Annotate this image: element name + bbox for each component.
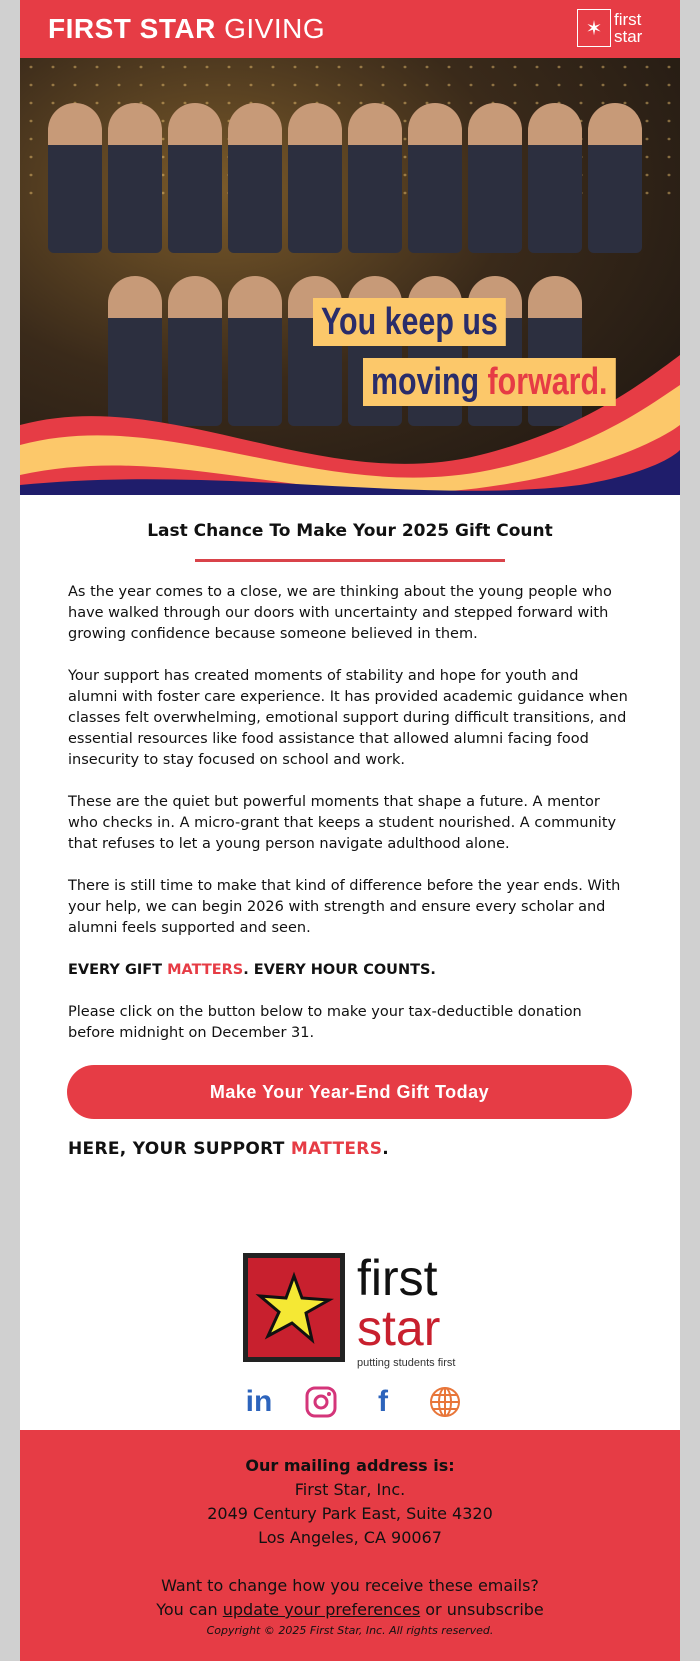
facebook-icon[interactable]: f	[378, 1385, 388, 1418]
city-address: Los Angeles, CA 90067	[258, 1528, 442, 1547]
logo-first: first	[357, 1250, 438, 1306]
update-preferences-link[interactable]: update your preferences	[222, 1600, 421, 1619]
header-banner	[20, 0, 680, 58]
email-title: Last Chance To Make Your 2025 Gift Count	[147, 521, 553, 541]
change-prompt: Want to change how you receive these emails?	[161, 1576, 539, 1595]
header-logo	[577, 9, 654, 47]
instruction: Please click on the button below to make your tax-deductible donation before midnight on December 31.	[68, 1004, 582, 1041]
brand-light: GIVING	[224, 13, 326, 44]
hero-tagline-1: You keep us	[313, 298, 506, 346]
street-address: 2049 Century Park East, Suite 4320	[207, 1504, 493, 1523]
preferences-line: You can update your preferences or unsubscribe	[156, 1600, 544, 1619]
paragraph: There is still time to make that kind of difference before the year ends. With your help, we can begin 2026 with strength and ensure every scholar and alumni feels supported and seen.	[68, 878, 621, 936]
hero-image	[20, 58, 680, 495]
linkedin-icon[interactable]: in	[245, 1385, 273, 1418]
globe-icon[interactable]	[428, 1385, 462, 1419]
org-name: First Star, Inc.	[294, 1480, 406, 1499]
hero-tagline-2: moving forward.	[363, 358, 615, 406]
logo-tagline: putting students first	[357, 1357, 456, 1369]
star-icon	[243, 1253, 345, 1362]
paragraph: Your support has created moments of stability and hope for youth and alumni with foster care experience. It has provided academic guidance when classes felt overwhelming, emotional support during difficult transitions, and essential resources like food assistance that allowed alumni facing food insecurity to stay focused on school and work.	[68, 668, 628, 768]
mailing-heading: Our mailing address is:	[245, 1456, 455, 1475]
brand-bold: FIRST STAR	[48, 13, 216, 44]
paragraph: As the year comes to a close, we are thinking about the young people who have walked through our doors with uncertainty and stepped forward with growing confidence because someone believed in them.	[68, 584, 612, 642]
star-icon: ✶	[577, 9, 611, 47]
paragraph: These are the quiet but powerful moments that shape a future. A mentor who checks in. A micro-grant that keeps a student nourished. A community that refuses to let a young person navigate adulthood alone.	[68, 794, 617, 852]
first-star-logo	[243, 1250, 456, 1370]
header-logo-text: first star	[614, 10, 643, 46]
brand-title	[48, 13, 325, 45]
donate-button[interactable]: Make Your Year-End Gift Today	[67, 1065, 632, 1119]
instagram-icon[interactable]	[304, 1385, 338, 1419]
email-body	[20, 0, 680, 1661]
logo-star: star	[357, 1300, 441, 1356]
copyright: Copyright © 2025 First Star, Inc. All rights reserved.	[206, 1624, 494, 1637]
footer	[20, 1430, 680, 1661]
social-links	[242, 1385, 462, 1419]
divider	[195, 559, 505, 562]
support-line: HERE, YOUR SUPPORT MATTERS.	[68, 1139, 390, 1159]
emphasis-line: EVERY GIFT MATTERS. EVERY HOUR COUNTS.	[68, 962, 436, 978]
